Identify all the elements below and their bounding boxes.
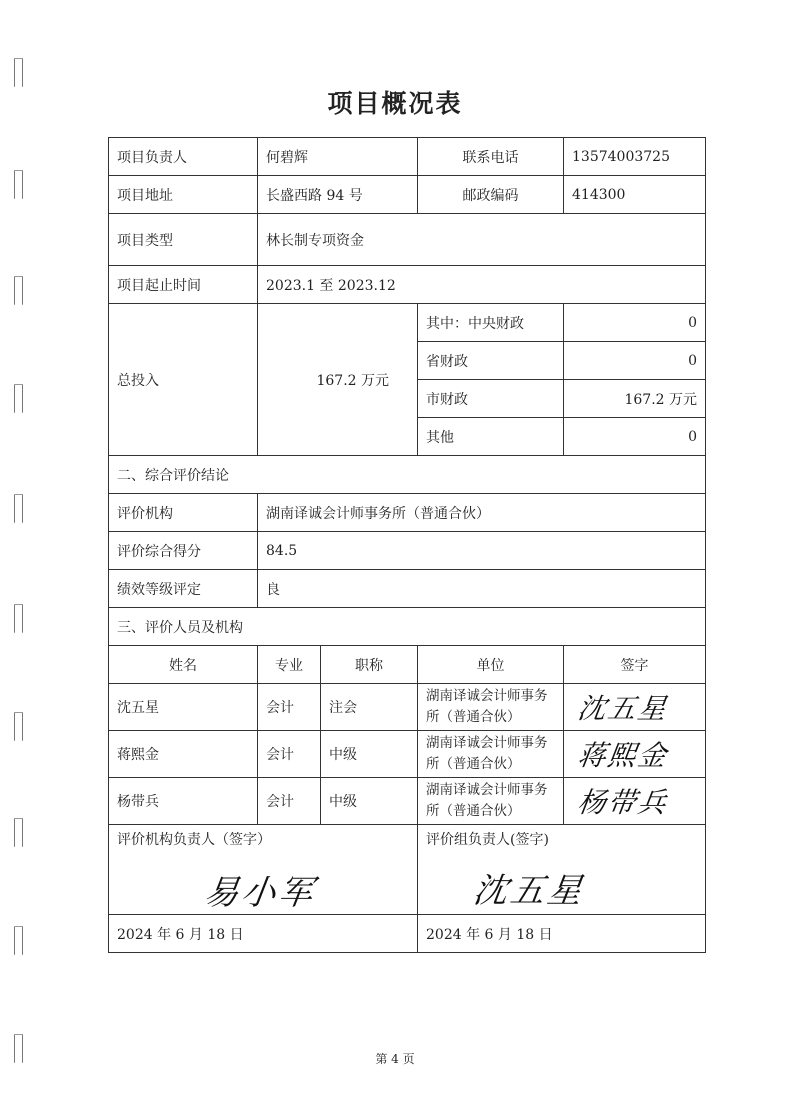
type-row bbox=[109, 214, 706, 266]
type-label: 项目类型 bbox=[109, 214, 258, 266]
investment-row bbox=[109, 304, 706, 342]
eval-org-label: 评价机构 bbox=[109, 494, 258, 532]
date-row bbox=[109, 915, 706, 953]
binding-mark bbox=[14, 926, 23, 955]
org-head-label: 评价机构负责人（签字） bbox=[117, 832, 271, 848]
person-signature-cell bbox=[564, 731, 706, 778]
type-value: 林长制专项资金 bbox=[258, 214, 706, 266]
org-head-signoff bbox=[109, 825, 418, 915]
binding-mark bbox=[14, 58, 23, 87]
group-head-signature: 沈五星 bbox=[470, 871, 588, 911]
person-name: 蒋熙金 bbox=[109, 731, 258, 778]
section3-heading-row bbox=[109, 608, 706, 646]
handwritten-signature: 沈五星 bbox=[575, 692, 671, 725]
eval-org-value: 湖南译诚会计师事务所（普通合伙） bbox=[258, 494, 706, 532]
person-row bbox=[109, 731, 706, 778]
period-label: 项目起止时间 bbox=[109, 266, 258, 304]
investment-item-label: 市财政 bbox=[418, 380, 564, 418]
person-unit: 湖南译诚会计师事务所（普通合伙） bbox=[418, 778, 564, 825]
person-title: 中级 bbox=[321, 778, 418, 825]
person-row bbox=[109, 778, 706, 825]
grade-value: 良 bbox=[258, 570, 706, 608]
person-signature-cell bbox=[564, 778, 706, 825]
project-overview-table bbox=[108, 137, 706, 953]
investment-item-label: 省财政 bbox=[418, 342, 564, 380]
section2-heading-row bbox=[109, 456, 706, 494]
leader-label: 项目负责人 bbox=[109, 138, 258, 176]
grade-row bbox=[109, 570, 706, 608]
binding-mark bbox=[14, 494, 23, 523]
column-header: 专业 bbox=[258, 646, 321, 684]
address-row bbox=[109, 176, 706, 214]
person-major: 会计 bbox=[258, 684, 321, 731]
phone-value: 13574003725 bbox=[564, 138, 706, 176]
page-title: 项目概况表 bbox=[327, 89, 463, 118]
column-header: 姓名 bbox=[109, 646, 258, 684]
org-head-signature: 易小军 bbox=[201, 873, 319, 913]
binding-mark bbox=[14, 818, 23, 847]
column-header: 职称 bbox=[321, 646, 418, 684]
score-value: 84.5 bbox=[258, 532, 706, 570]
date-left: 2024 年 6 月 18 日 bbox=[109, 915, 418, 953]
investment-item-value: 0 bbox=[564, 418, 706, 456]
person-title: 中级 bbox=[321, 731, 418, 778]
binding-mark bbox=[14, 712, 23, 741]
postcode-label: 邮政编码 bbox=[418, 176, 564, 214]
handwritten-signature: 蒋熙金 bbox=[575, 739, 671, 772]
investment-item-value: 0 bbox=[564, 304, 706, 342]
investment-item-value: 167.2 万元 bbox=[564, 380, 706, 418]
investment-label: 总投入 bbox=[109, 304, 258, 456]
people-header-row bbox=[109, 646, 706, 684]
score-label: 评价综合得分 bbox=[109, 532, 258, 570]
person-major: 会计 bbox=[258, 731, 321, 778]
handwritten-signature: 杨带兵 bbox=[575, 786, 671, 819]
person-title: 注会 bbox=[321, 684, 418, 731]
group-head-label: 评价组负责人(签字) bbox=[426, 832, 549, 848]
score-row bbox=[109, 532, 706, 570]
page-number: 第 4 页 bbox=[375, 1052, 415, 1066]
leader-row bbox=[109, 138, 706, 176]
person-name: 沈五星 bbox=[109, 684, 258, 731]
binding-mark bbox=[14, 604, 23, 633]
date-right: 2024 年 6 月 18 日 bbox=[418, 915, 706, 953]
investment-item-value: 0 bbox=[564, 342, 706, 380]
person-row bbox=[109, 684, 706, 731]
group-head-signoff bbox=[418, 825, 706, 915]
column-header: 单位 bbox=[418, 646, 564, 684]
period-row bbox=[109, 266, 706, 304]
address-value: 长盛西路 94 号 bbox=[258, 176, 418, 214]
grade-label: 绩效等级评定 bbox=[109, 570, 258, 608]
section2-heading: 二、综合评价结论 bbox=[109, 456, 706, 494]
address-label: 项目地址 bbox=[109, 176, 258, 214]
person-major: 会计 bbox=[258, 778, 321, 825]
period-value: 2023.1 至 2023.12 bbox=[258, 266, 706, 304]
leader-value: 何碧辉 bbox=[258, 138, 418, 176]
column-header: 签字 bbox=[564, 646, 706, 684]
person-signature-cell bbox=[564, 684, 706, 731]
investment-item-label: 其他 bbox=[418, 418, 564, 456]
phone-label: 联系电话 bbox=[418, 138, 564, 176]
investment-total: 167.2 万元 bbox=[258, 304, 418, 456]
binding-mark bbox=[14, 384, 23, 413]
person-unit: 湖南译诚会计师事务所（普通合伙） bbox=[418, 684, 564, 731]
eval-org-row bbox=[109, 494, 706, 532]
signoff-row bbox=[109, 825, 706, 915]
person-name: 杨带兵 bbox=[109, 778, 258, 825]
person-unit: 湖南译诚会计师事务所（普通合伙） bbox=[418, 731, 564, 778]
section3-heading: 三、评价人员及机构 bbox=[109, 608, 706, 646]
investment-item-label: 其中：中央财政 bbox=[418, 304, 564, 342]
binding-mark bbox=[14, 170, 23, 199]
binding-mark bbox=[14, 276, 23, 305]
postcode-value: 414300 bbox=[564, 176, 706, 214]
